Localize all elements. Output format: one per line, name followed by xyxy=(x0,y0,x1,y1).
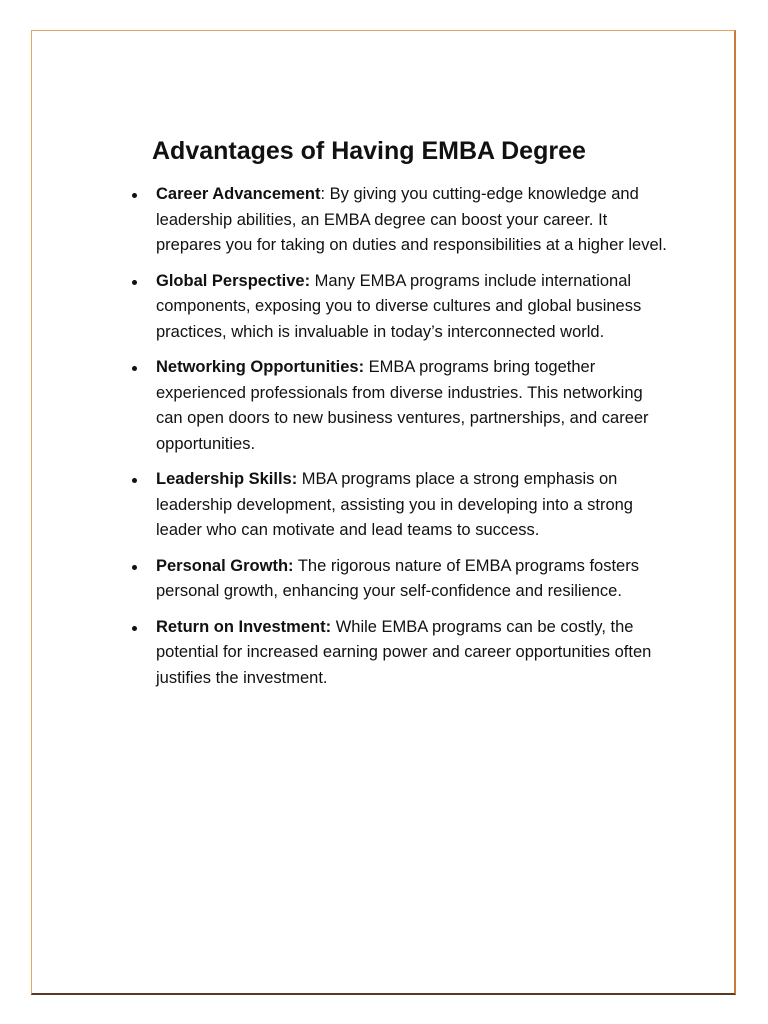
item-text: While EMBA programs can be costly, the potential for increased earning power and career opportunities often justifies the investment. xyxy=(156,617,652,687)
bullet-icon xyxy=(132,280,137,285)
item-text: Many EMBA programs include international components, exposing you to diverse cultures and global business practices, which is invaluable in today’s interconnected world. xyxy=(156,271,642,341)
item-text: : By giving you cutting-edge knowledge and leadership abilities, an EMBA degree can boost your career. It prepares you for taking on duties and responsibilities at a higher level. xyxy=(156,185,667,254)
item-term: Career Advancement xyxy=(156,185,321,203)
item-term: Personal Growth: xyxy=(156,556,294,575)
bullet-icon xyxy=(132,193,137,198)
advantages-list xyxy=(128,182,668,701)
list-item xyxy=(128,467,668,544)
list-item xyxy=(128,182,668,259)
list-item xyxy=(128,355,668,457)
list-item xyxy=(128,615,668,692)
bullet-icon xyxy=(132,366,137,371)
item-text: EMBA programs bring together experienced professionals from diverse industries. This networking can open doors to new business ventures, partnerships, and career opportunities. xyxy=(156,358,649,453)
bullet-icon xyxy=(132,626,137,631)
bullet-icon xyxy=(132,565,137,570)
bullet-icon xyxy=(132,478,137,483)
item-term: Global Perspective: xyxy=(156,271,311,290)
document-page xyxy=(31,30,736,995)
item-term: Networking Opportunities: xyxy=(156,358,365,376)
list-item xyxy=(128,269,668,346)
item-term: Leadership Skills: xyxy=(156,470,298,488)
item-term: Return on Investment: xyxy=(156,617,332,636)
item-text: The rigorous nature of EMBA programs fosters personal growth, enhancing your self-confidence and resilience. xyxy=(156,556,639,600)
item-text: MBA programs place a strong emphasis on leadership development, assisting you in developing into a strong leader who can motivate and lead teams to success. xyxy=(156,470,633,539)
list-item xyxy=(128,554,668,605)
document-title: Advantages of Having EMBA Degree xyxy=(152,137,586,165)
